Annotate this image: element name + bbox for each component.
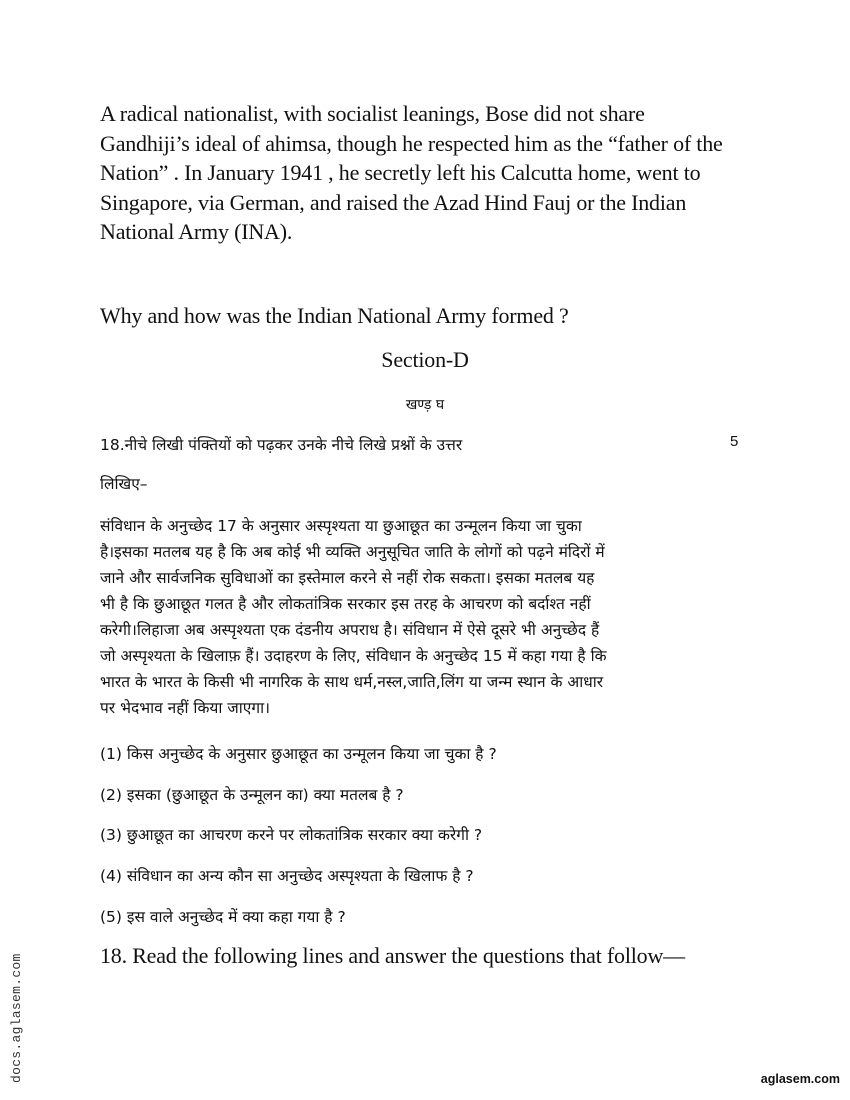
sub-question-5: (5) इस वाले अनुच्छेद में क्या कहा गया है ? (100, 908, 346, 926)
hindi-passage (100, 513, 750, 721)
passage-line: पर भेदभाव नहीं किया जाएगा। (100, 699, 270, 717)
intro-line: Gandhiji’s ideal of ahimsa, though he respected him as the “father of the (100, 130, 723, 156)
intro-line: National Army (INA). (100, 219, 293, 244)
question-18-english: 18. Read the following lines and answer the questions that follow— (100, 943, 685, 968)
sub-question-3: (3) छुआछूत का आचरण करने पर लोकतांत्रिक सरकार क्या करेगी ? (100, 826, 483, 844)
question-18-hindi-prompt-continued: लिखिए– (100, 475, 148, 493)
sub-question-4: (4) संविधान का अन्य कौन सा अनुच्छेद अस्पृश्यता के खिलाफ है ? (100, 867, 474, 885)
side-watermark: docs.aglasem.com (9, 953, 24, 1083)
passage-line: है।इसका मतलब यह है कि अब कोई भी व्यक्ति अनुसूचित जाति के लोगों को पढ़ने मंदिरों में (100, 543, 605, 561)
passage-line: भी है कि छुआछूत गलत है और लोकतांत्रिक सरकार इस तरह के आचरण को बर्दाश्त नहीं (100, 595, 591, 613)
question-ina: Why and how was the Indian National Army formed ? (100, 303, 569, 328)
question-18-hindi-prompt: 18.नीचे लिखी पंक्तियों को पढ़कर उनके नीचे लिखे प्रश्नों के उत्तर (100, 436, 463, 454)
sub-question-2: (2) इसका (छुआछूत के उन्मूलन का) क्या मतलब है ? (100, 786, 404, 804)
intro-line: Nation” . In January 1941 , he secretly left his Calcutta home, went to (100, 160, 701, 185)
intro-line: Singapore, via German, and raised the Azad Hind Fauj or the Indian (100, 189, 687, 215)
sub-question-1: (1) किस अनुच्छेद के अनुसार छुआछूत का उन्मूलन किया जा चुका है ? (100, 745, 497, 763)
passage-line: जो अस्पृश्यता के खिलाफ़ हैं। उदाहरण के लिए, संविधान के अनुच्छेद 15 में कहा गया है कि (100, 647, 607, 665)
passage-line: करेगी।लिहाजा अब अस्पृश्यता एक दंडनीय अपराध है। संविधान में ऐसे दूसरे भी अनुच्छेद हैं (100, 621, 600, 639)
intro-line: A radical nationalist, with socialist leanings, Bose did not share (100, 101, 645, 126)
passage-line: जाने और सार्वजनिक सुविधाओं का इस्तेमाल करने से नहीं रोक सकता। इसका मतलब यह (100, 569, 595, 587)
footer-watermark: aglasem.com (760, 1072, 840, 1086)
section-title-hindi: खण्ड़ घ (405, 397, 445, 413)
question-marks: 5 (730, 433, 739, 450)
section-title: Section-D (381, 347, 469, 372)
intro-paragraph (100, 99, 760, 247)
passage-line: संविधान के अनुच्छेद 17 के अनुसार अस्पृश्यता या छुआछूत का उन्मूलन किया जा चुका (100, 517, 582, 535)
passage-line: भारत के भारत के किसी भी नागरिक के साथ धर्म,नस्ल,जाति,लिंग या जन्म स्थान के आधार (100, 673, 604, 691)
